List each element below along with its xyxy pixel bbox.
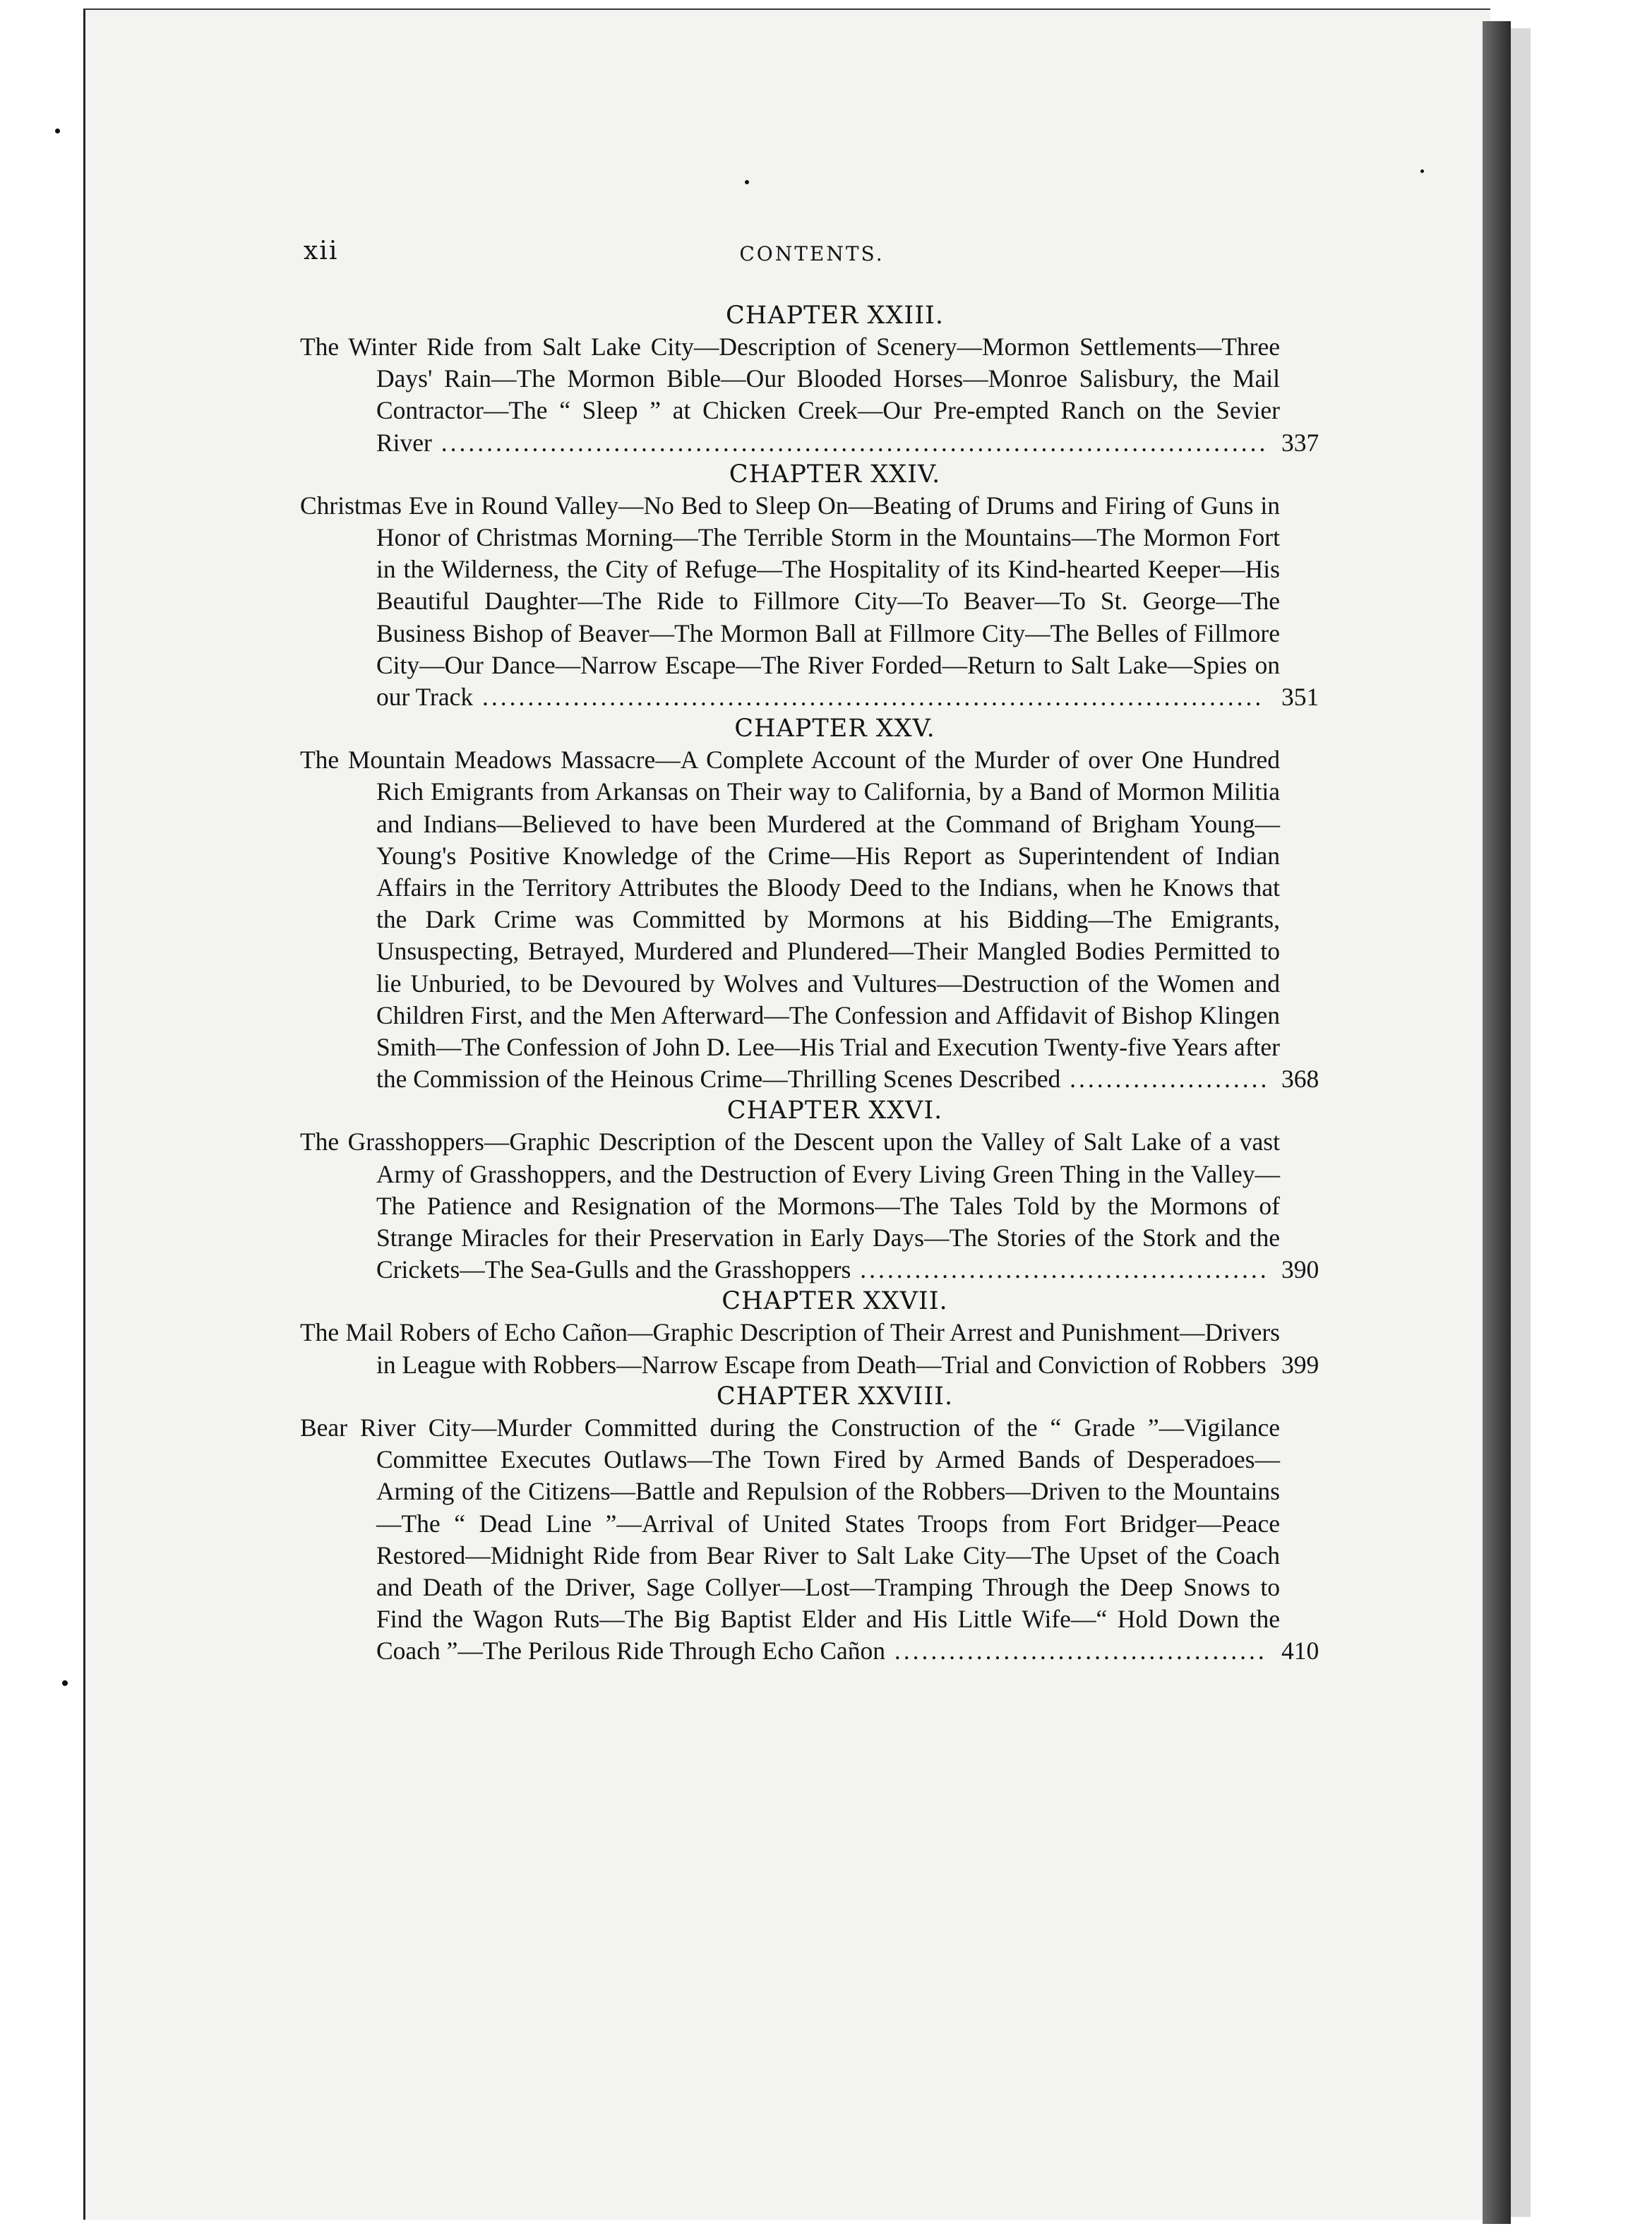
- chapter-heading: CHAPTER XXIV.: [729, 460, 941, 489]
- summary-text: Bear River City—Murder Committed during the Construction of the “ Grade ”—Vigilance Committee Executes Outlaws—The Town Fired by Armed Bands of Desperadoes—Arming of the Citizens—Battle and Repulsion of the Robbers—Driven to the Mountains—The “ Dead Line ”—Arrival of United States Troops from Fort Bridger—Peace Restored—Midnight Ride from Bear River to Salt Lake City—The Upset of the Coach and Death of the Driver, Sage Collyer—Lost—Tramping Through the Deep Snows to Find the Wagon Ruts—The Big Baptist Elder and His Little Wife—“ Hold Down the Coach ”—The Perilous Ride Through Echo Cañon: [300, 1413, 1280, 1665]
- chapter-heading: CHAPTER XXVIII.: [716, 1382, 954, 1411]
- scan-speck: [745, 180, 749, 184]
- page-number: 410: [1281, 1637, 1319, 1665]
- page-number: 337: [1281, 428, 1319, 457]
- toc-entry: [300, 459, 1331, 713]
- running-head: CONTENTS.: [739, 242, 885, 265]
- toc-entry: [300, 1286, 1331, 1380]
- dot-leaders: ...........................................................................................: [431, 428, 1269, 457]
- scan-speck: [1420, 169, 1424, 173]
- chapter-summary: [300, 331, 1331, 459]
- page-edge-shadow: [1483, 21, 1511, 2224]
- folio: xii: [304, 237, 339, 265]
- chapter-summary: [300, 744, 1331, 1095]
- dot-leaders: .........................................: [885, 1637, 1267, 1665]
- summary-text: The Grasshoppers—Graphic Description of the Descent upon the Valley of Salt Lake of a vast Army of Grasshoppers, and the Destruction of Every Living Green Thing in the Valley—The Patience and Resignation of the Mormons—The Tales Told by the Mormons of Strange Miracles for their Preservation in Early Days—The Stories of the Stork and the Crickets—The Sea-Gulls and the Grasshoppers: [300, 1128, 1280, 1284]
- chapter-summary: [300, 1317, 1331, 1380]
- table-of-contents: [300, 300, 1331, 1668]
- chapter-summary: [300, 1126, 1331, 1286]
- summary-text: The Mountain Meadows Massacre—A Complete Account of the Murder of over One Hundred Rich Emigrants from Arkansas on Their way to California, by a Band of Mormon Militia and Indians—Believed to have been Murdered at the Command of Brigham Young—Young's Positive Knowledge of the Crime—His Report as Superintendent of Indian Affairs in the Territory Attributes the Bloody Deed to the Indians, when he Knows that the Dark Crime was Committed by Mormons at his Bidding—The Emigrants, Unsuspecting, Betrayed, Murdered and Plundered—Their Mangled Bodies Permitted to lie Unburied, to be Devoured by Wolves and Vultures—Destruction of the Women and Children First, and the Men Afterward—The Confession and Affidavit of Bishop Klingen Smith—The Confession of John D. Lee—His Trial and Execution Twenty-five Years after the Commission of the Heinous Crime—Thrilling Scenes Described: [300, 746, 1280, 1094]
- toc-entry: [300, 1381, 1331, 1668]
- page-header: [304, 237, 1320, 272]
- dot-leaders: ......................................................................................: [473, 683, 1264, 712]
- toc-entry: [300, 1095, 1331, 1286]
- toc-entry: [300, 300, 1331, 459]
- chapter-heading: CHAPTER XXVII.: [722, 1287, 948, 1316]
- chapter-heading: CHAPTER XXVI.: [726, 1096, 943, 1125]
- chapter-summary: [300, 490, 1331, 713]
- page-edge-strip: [1511, 28, 1531, 2217]
- toc-entry: [300, 713, 1331, 1095]
- dot-leaders: .............................................: [851, 1255, 1269, 1284]
- scan-speck: [55, 128, 60, 133]
- scan-speck: [62, 1680, 68, 1686]
- summary-text: Christmas Eve in Round Valley—No Bed to Sleep On—Beating of Drums and Firing of Guns in Honor of Christmas Morning—The Terrible Storm in the Mountains—The Mormon Fort in the Wilderness, the City of Refuge—The Hospitality of its Kind-hearted Keeper—His Beautiful Daughter—The Ride to Fillmore City—To Beaver—To St. George—The Business Bishop of Beaver—The Mormon Ball at Fillmore City—The Belles of Fillmore City—Our Dance—Narrow Escape—The River Forded—Return to Salt Lake—Spies on our Track: [300, 491, 1280, 712]
- page-number: 368: [1281, 1065, 1319, 1094]
- summary-text: The Winter Ride from Salt Lake City—Description of Scenery—Mormon Settlements—Three Days' Rain—The Mormon Bible—Our Blooded Horses—Monroe Salisbury, the Mail Contractor—The “ Sleep ” at Chicken Creek—Our Pre-empted Ranch on the Sevier River: [300, 333, 1280, 457]
- page-number: 351: [1281, 683, 1319, 712]
- dot-leaders: ......................: [1060, 1065, 1270, 1094]
- summary-text: The Mail Robers of Echo Cañon—Graphic Description of Their Arrest and Punishment—Drivers in League with Robbers—Narrow Escape from Death—Trial and Conviction of Robbers: [300, 1318, 1280, 1379]
- page-number: 399: [1281, 1350, 1319, 1379]
- chapter-heading: CHAPTER XXIII.: [726, 301, 944, 330]
- chapter-summary: [300, 1412, 1331, 1668]
- chapter-heading: CHAPTER XXV.: [734, 714, 935, 743]
- page-number: 390: [1281, 1255, 1319, 1284]
